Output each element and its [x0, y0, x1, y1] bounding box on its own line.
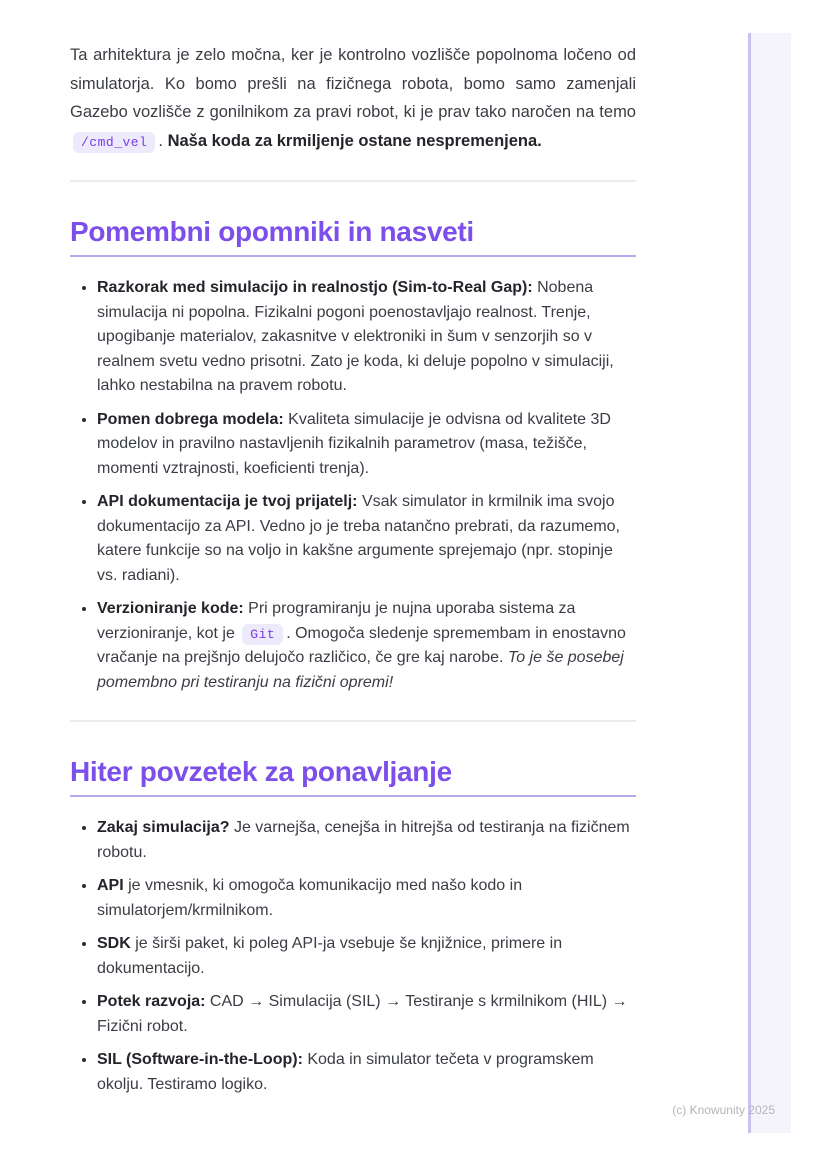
- text-run: Zakaj simulacija?: [97, 819, 230, 836]
- text-run: Nobena simulacija ni popolna. Fizikalni pogoni poenostavljajo realnost. Trenje, upogibanje materialov, zakasnitve v elektroniki in šum v senzorjih so v realnem svetu vedno prisotni. Zato je koda, ki deluje popolno v simulaciji, lahko nestabilna na pravem robotu.: [97, 279, 614, 394]
- text-run: Verzioniranje kode:: [97, 600, 244, 617]
- section-divider: [70, 720, 636, 722]
- list-item: [97, 1048, 636, 1097]
- list-item: [97, 932, 636, 981]
- text-run: CAD → Simulacija (SIL) → Testiranje s krmilnikom (HIL) → Fizični robot.: [97, 993, 628, 1035]
- text-run: Vsak simulator in krmilnik ima svojo dokumentacijo za API. Vedno jo je treba natančno prebrati, da razumemo, katere funkcije so na voljo in kakšne argumente sprejemajo (npr. stopinje vs. radiani).: [97, 493, 620, 584]
- text-run: SDK: [97, 935, 131, 952]
- intro-paragraph: [70, 41, 636, 155]
- text-run: Pomen dobrega modela:: [97, 410, 284, 428]
- inline-code: /cmd_vel: [73, 132, 155, 153]
- text-run: . Omogoča sledenje spremembam in enostavno vračanje na prejšnjo delujočo različico, če gre kaj narobe.: [97, 624, 626, 666]
- text-run: Pri programiranju je nujna uporaba sistema za verzioniranje, kot je: [97, 600, 576, 642]
- list-item: [97, 597, 636, 695]
- list-item: [97, 816, 636, 865]
- section-notes-and-tips: [70, 216, 636, 695]
- inline-code: Git: [242, 624, 283, 645]
- list-item: [97, 490, 636, 588]
- bullet-list-summary: [70, 816, 636, 1097]
- text-run: Kvaliteta simulacije je odvisna od kvalitete 3D modelov in pravilno nastavljenih fizikalnih parametrov (masa, težišče, momenti vztrajnosti, koeficienti trenja).: [97, 410, 611, 477]
- list-item: [97, 408, 636, 482]
- text-run: API: [97, 877, 124, 894]
- scrollbar[interactable]: [748, 33, 791, 1133]
- list-item: [97, 990, 636, 1039]
- text-run: je širši paket, ki poleg API-ja vsebuje še knjižnice, primere in dokumentacijo.: [97, 935, 563, 977]
- text-run: Je varnejša, cenejša in hitrejša od testiranja na fizičnem robotu.: [97, 819, 630, 861]
- list-item: [97, 276, 636, 399]
- section-heading-summary: Hiter povzetek za ponavljanje: [70, 756, 636, 797]
- text-run: Koda in simulator tečeta v programskem okolju. Testiramo logiko.: [97, 1051, 594, 1093]
- text-run: SIL (Software-in-the-Loop):: [97, 1051, 303, 1068]
- text-run: Potek razvoja:: [97, 993, 206, 1010]
- text-run: Razkorak med simulacijo in realnostjo (Sim-to-Real Gap):: [97, 279, 533, 296]
- text-run: Naša koda za krmiljenje ostane nespremenjena.: [167, 131, 542, 150]
- text-run: Ta arhitektura je zelo močna, ker je kontrolno vozlišče popolnoma ločeno od simulatorja. Ko bomo prešli na fizičnega robota, bomo samo zamenjali Gazebo vozlišče z gonilnikom za pravi robot, ki je prav tako naročen na temo: [70, 46, 636, 121]
- section-divider: [70, 180, 636, 182]
- section-heading-notes: Pomembni opomniki in nasveti: [70, 216, 636, 257]
- copyright-watermark: (c) Knowunity 2025: [672, 1103, 775, 1117]
- bullet-list-notes: [70, 276, 636, 695]
- section-quick-summary: [70, 756, 636, 1097]
- text-run: API dokumentacija je tvoj prijatelj:: [97, 493, 358, 510]
- text-run: .: [158, 131, 168, 150]
- text-run: je vmesnik, ki omogoča komunikacijo med našo kodo in simulatorjem/krmilnikom.: [97, 877, 523, 919]
- list-item: [97, 874, 636, 923]
- text-run: To je še posebej pomembno pri testiranju na fizični opremi!: [97, 649, 624, 691]
- document-content: [70, 41, 636, 1097]
